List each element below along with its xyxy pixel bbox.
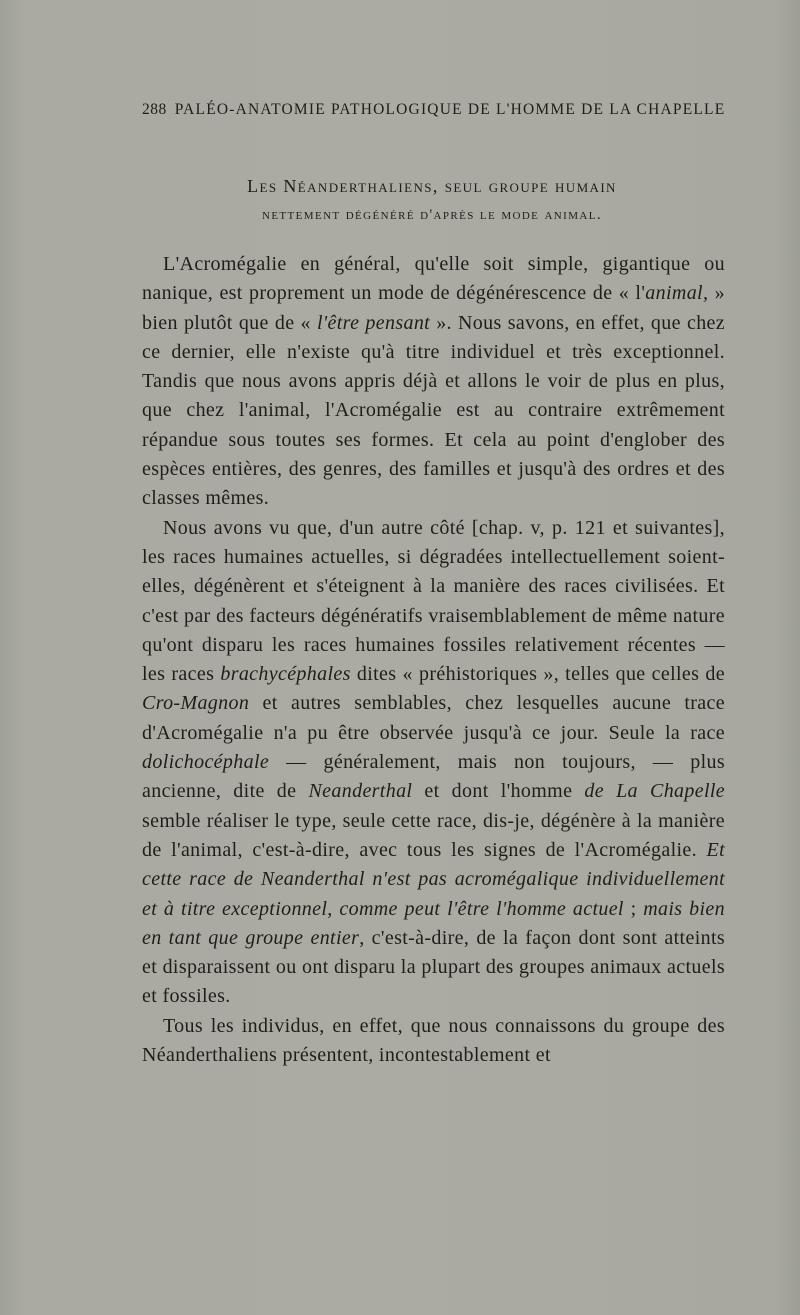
italic-text: l'être pensant xyxy=(317,311,431,334)
text-segment: Tous les individus, en effet, que nous connaissons du groupe des Néanderthaliens présentent, incontestablement et xyxy=(142,1014,725,1067)
text-segment: , c'est-à-dire, de la façon dont sont atteints et disparaissent ou ont disparu la plupart des groupes animaux actuels et fossiles. xyxy=(142,926,725,1008)
text-segment: » bien plutôt que de « xyxy=(142,282,725,334)
text-segment: ; xyxy=(623,897,644,920)
text-segment: et autres semblables, chez lesquelles aucune trace d'Acromégalie n'a pu être observée jusqu'à ce jour. Seule la race xyxy=(142,692,725,744)
body-text xyxy=(142,250,725,1070)
paragraph-2 xyxy=(142,514,725,1012)
running-header xyxy=(142,101,726,119)
italic-text: de La Chapelle xyxy=(584,780,726,803)
paragraph-3 xyxy=(142,1012,725,1071)
text-segment: Nous avons vu que, d'un autre côté [chap. v, p. 121 et suivantes], les races humaines actuelles, si dégradées intellectuellement soient-elles, dégénèrent et s'éteignent à la manière des races civilisées. Et c'est par des facteurs dégénératifs vraisemblablement de même nature qu'ont disparu les races humaines fossiles relativement récentes — les races xyxy=(142,516,725,686)
section-title-line1: Les Néanderthaliens, seul groupe humain xyxy=(247,176,617,196)
italic-text: brachycéphales xyxy=(220,663,351,686)
italic-text: Neanderthal xyxy=(308,780,413,803)
text-segment: et dont l'homme xyxy=(412,780,585,803)
running-title: PALÉO-ANATOMIE PATHOLOGIQUE DE L'HOMME DE LA CHAPELLE xyxy=(174,101,726,118)
text-segment: ». Nous savons, en effet, que chez ce dernier, elle n'existe qu'à titre individuel et très exceptionnel. Tandis que nous avons appris déjà et allons le voir de plus en plus, que chez l'animal, l'Acromégalie est au contraire extrêmement répandue sous toutes ses formes. Et cela au point d'englober des espèces entières, des genres, des familles et jusqu'à des ordres et des classes mêmes. xyxy=(142,311,725,510)
text-segment: dites « préhistoriques », telles que celles de xyxy=(350,663,725,686)
italic-text: dolichocéphale xyxy=(142,751,270,774)
text-segment: L'Acromégalie en général, qu'elle soit simple, gigantique ou nanique, est proprement un mode de dégénérescence de « l' xyxy=(142,253,725,305)
paragraph-1 xyxy=(142,250,725,514)
italic-text: Cro-Magnon xyxy=(142,692,250,715)
text-segment: — généralement, mais non toujours, — plus ancienne, dite de xyxy=(142,751,725,803)
italic-text: Et cette race de Neanderthal n'est pas acromégalique individuellement et à titre exceptionnel, comme peut l'être l'homme actuel xyxy=(142,838,725,920)
italic-text: mais bien en tant que groupe entier xyxy=(142,897,725,949)
italic-text: animal, xyxy=(645,282,709,305)
text-segment: semble réaliser le type, seule cette race, dis-je, dégénère à la manière de l'animal, c'est-à-dire, avec tous les signes de l'Acromégalie. xyxy=(142,809,725,861)
section-title-line2: nettement dégénéré d'après le mode animal. xyxy=(261,207,603,223)
page-number: 288 xyxy=(142,101,167,118)
